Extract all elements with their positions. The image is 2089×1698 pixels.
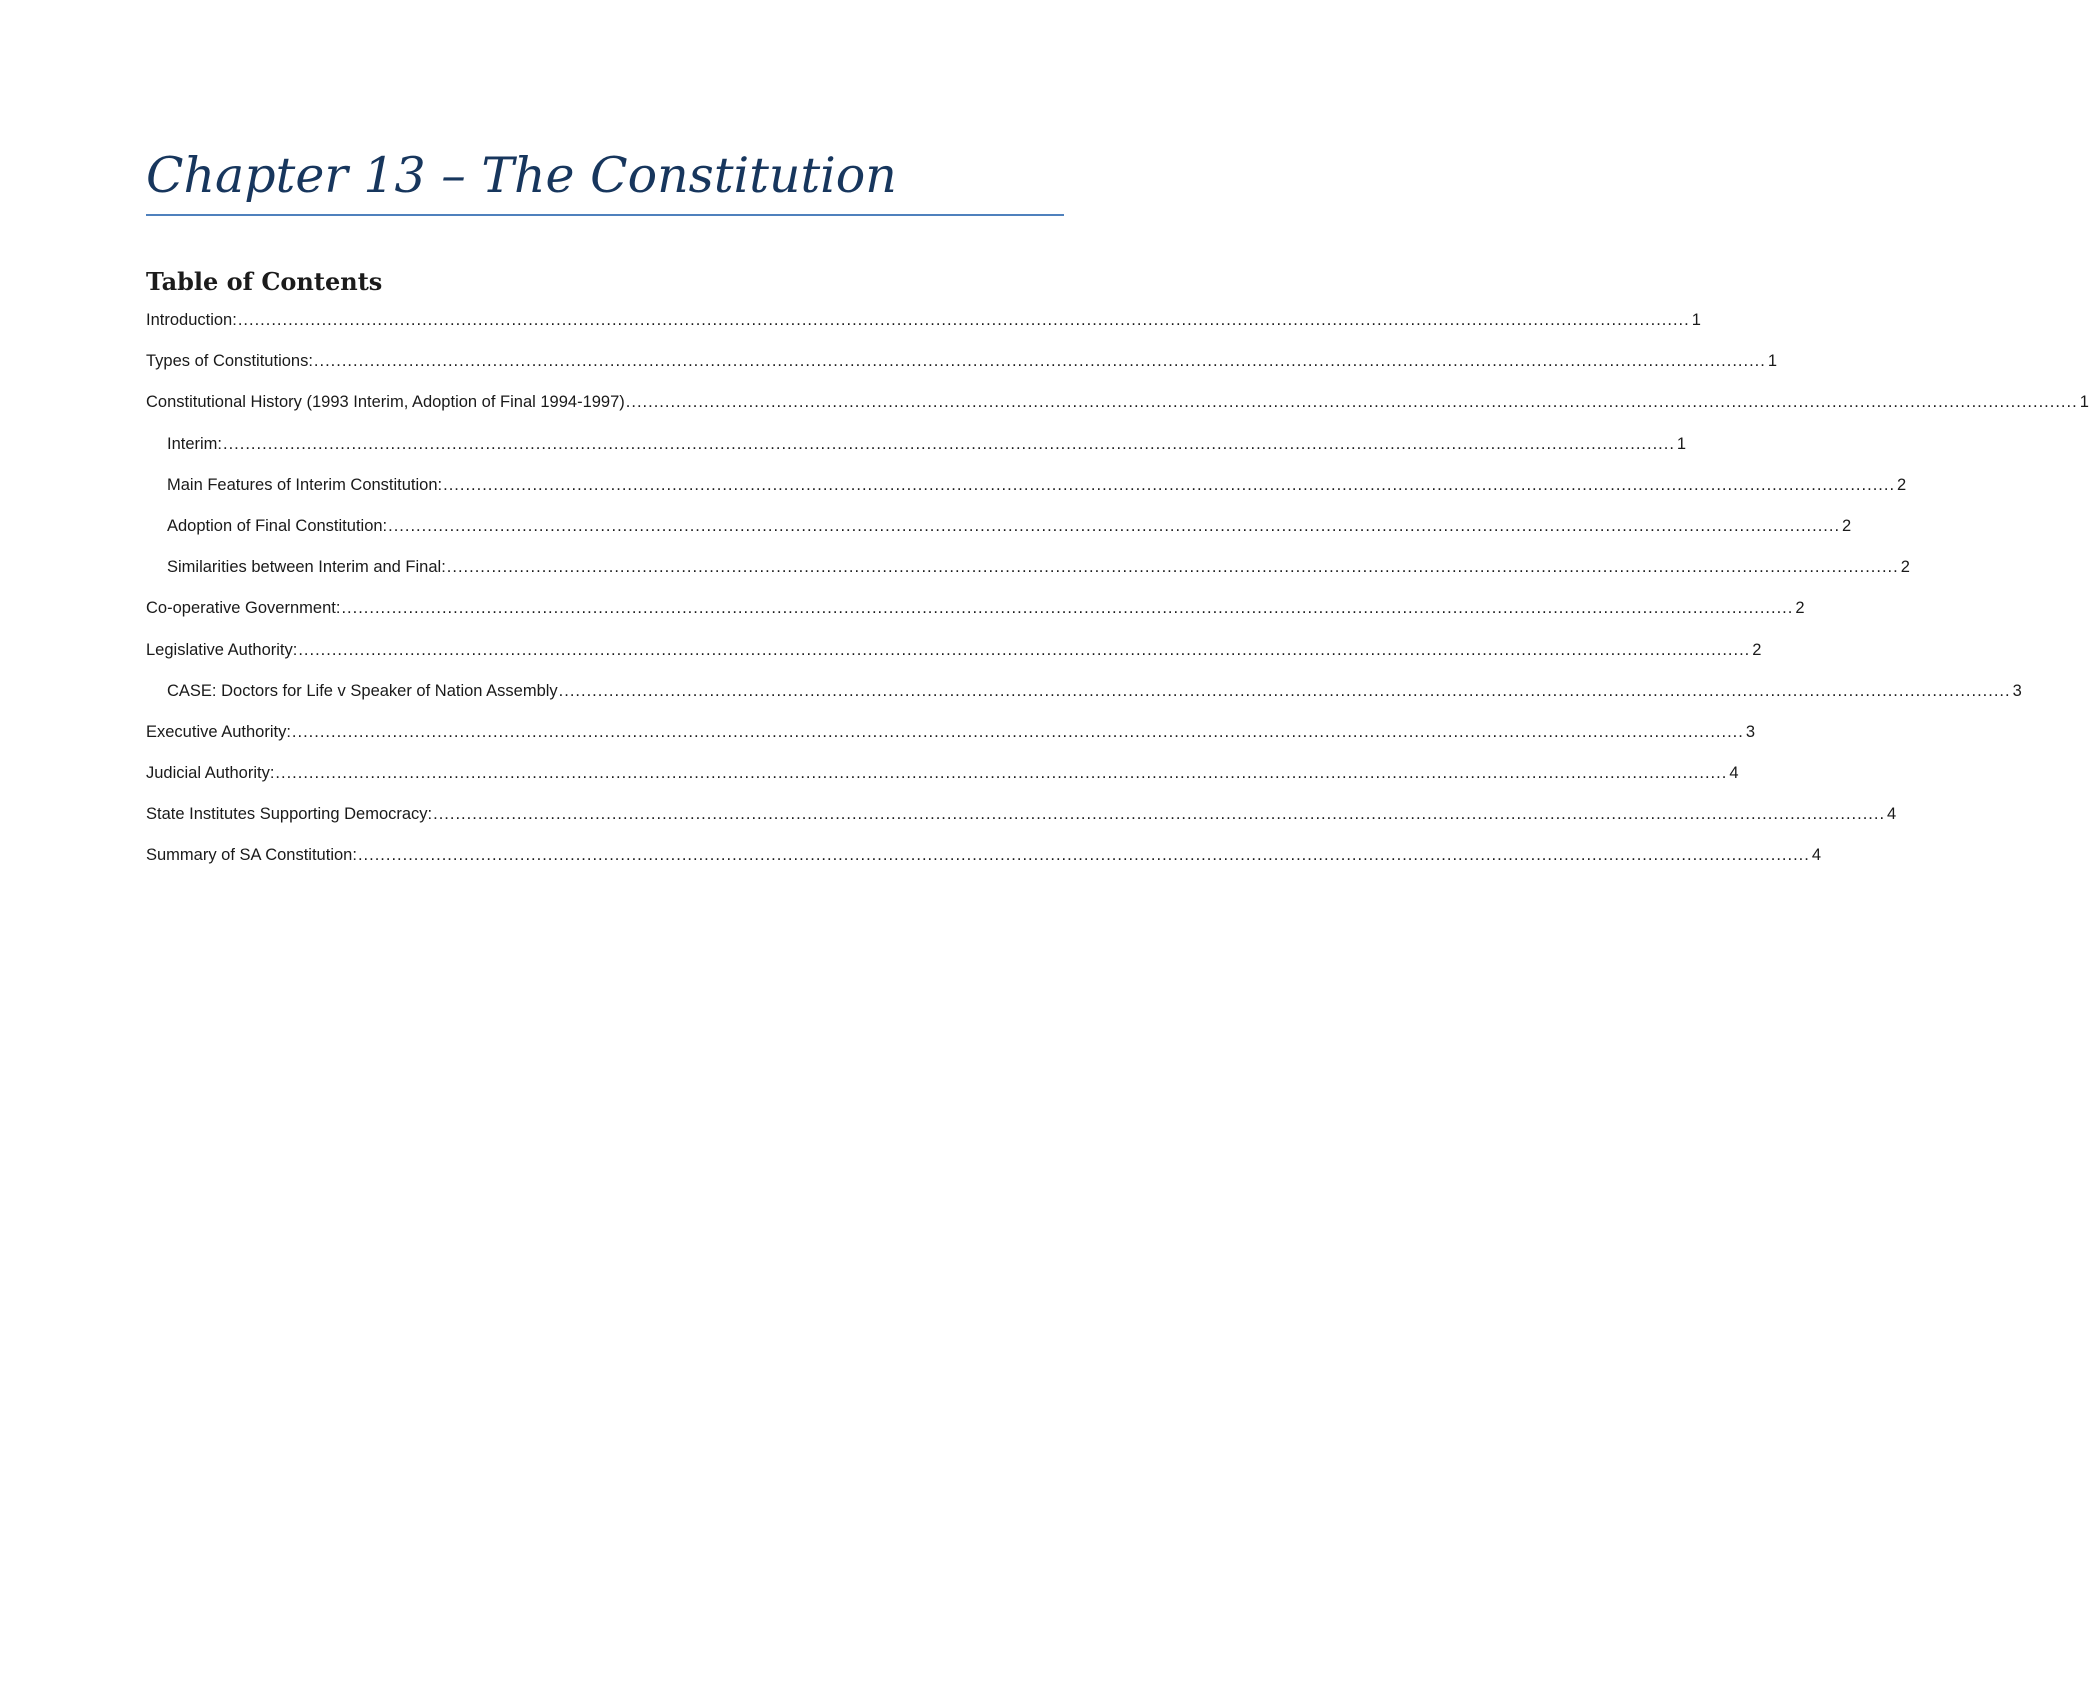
toc-entry-title: CASE: Doctors for Life v Speaker of Nation Assembly <box>167 681 558 700</box>
toc-entry-title: Judicial Authority: <box>146 764 275 783</box>
toc-page-number: 2 <box>1842 516 1852 535</box>
toc-page-number: 4 <box>1729 764 1739 783</box>
toc-item <box>146 843 1822 867</box>
toc-dot-leader: .................................................................................................................................................................................................................................................................... <box>446 558 1899 577</box>
toc-page-number: 3 <box>1745 722 1756 741</box>
toc-dot-leader: .................................................................................................................................................................................................................................................................... <box>223 434 1675 453</box>
title-underline-rule <box>146 214 1064 216</box>
toc-item <box>146 473 1907 497</box>
toc-item <box>146 596 1805 620</box>
toc-page-number: 3 <box>2012 681 2022 700</box>
toc-page-number: 1 <box>1676 434 1687 453</box>
toc-item <box>146 390 2089 414</box>
toc-entry-link[interactable] <box>146 432 1687 456</box>
toc-dot-leader: .................................................................................................................................................................................................................................................................... <box>341 599 1794 618</box>
toc-dot-leader: .................................................................................................................................................................................................................................................................... <box>291 722 1744 741</box>
toc-item <box>146 432 1687 456</box>
toc-item <box>146 802 1897 826</box>
toc-entry-link[interactable] <box>146 802 1897 826</box>
toc-dot-leader: .................................................................................................................................................................................................................................................................... <box>237 311 1690 329</box>
toc-entry-title: Executive Authority: <box>146 722 291 741</box>
toc-entry-title: State Institutes Supporting Democracy: <box>146 805 433 824</box>
toc-entry-link[interactable] <box>146 473 1907 497</box>
toc-page-number: 1 <box>1691 311 1701 329</box>
toc-dot-leader: .................................................................................................................................................................................................................................................................... <box>625 393 2078 412</box>
toc-item <box>146 555 1910 579</box>
toc-entry-link[interactable] <box>146 555 1910 579</box>
table-of-contents <box>146 308 2089 885</box>
toc-page-number: 4 <box>1811 846 1822 865</box>
toc-dot-leader: .................................................................................................................................................................................................................................................................... <box>313 352 1766 371</box>
toc-page-number: 1 <box>1767 352 1778 371</box>
toc-dot-leader: .................................................................................................................................................................................................................................................................... <box>558 681 2011 700</box>
toc-entry-title: Introduction: <box>146 311 237 329</box>
toc-entry-title: Similarities between Interim and Final: <box>167 558 446 577</box>
toc-heading: Table of Contents <box>146 267 383 296</box>
toc-item <box>146 761 1739 785</box>
toc-entry-title: Interim: <box>167 434 223 453</box>
toc-dot-leader: .................................................................................................................................................................................................................................................................... <box>443 475 1896 494</box>
toc-item <box>146 679 2022 703</box>
toc-entry-link[interactable] <box>146 720 1756 744</box>
toc-entry-title: Adoption of Final Constitution: <box>167 516 388 535</box>
toc-entry-link[interactable] <box>146 761 1739 785</box>
toc-dot-leader: .................................................................................................................................................................................................................................................................... <box>298 640 1751 659</box>
toc-item <box>146 308 1701 332</box>
toc-item <box>146 349 1778 373</box>
toc-page-number: 2 <box>1900 558 1910 577</box>
toc-entry-link[interactable] <box>146 679 2022 703</box>
toc-item <box>146 514 1852 538</box>
toc-entry-title: Constitutional History (1993 Interim, Adoption of Final 1994-1997) <box>146 393 625 412</box>
toc-entry-link[interactable] <box>146 638 1762 662</box>
toc-dot-leader: .................................................................................................................................................................................................................................................................... <box>275 764 1728 783</box>
toc-entry-link[interactable] <box>146 596 1805 620</box>
toc-page-number: 2 <box>1795 599 1805 618</box>
toc-entry-title: Types of Constitutions: <box>146 352 313 371</box>
toc-page-number: 1 <box>2079 393 2089 412</box>
toc-entry-link[interactable] <box>146 349 1778 373</box>
toc-entry-title: Co-operative Government: <box>146 599 341 618</box>
toc-dot-leader: .................................................................................................................................................................................................................................................................... <box>433 805 1886 824</box>
toc-item <box>146 720 1756 744</box>
chapter-title: Chapter 13 – The Constitution <box>146 147 897 204</box>
toc-entry-link[interactable] <box>146 390 2089 414</box>
toc-entry-link[interactable] <box>146 843 1822 867</box>
toc-entry-link[interactable] <box>146 514 1852 538</box>
toc-entry-title: Legislative Authority: <box>146 640 298 659</box>
toc-dot-leader: .................................................................................................................................................................................................................................................................... <box>357 846 1810 865</box>
toc-page-number: 4 <box>1887 805 1897 824</box>
toc-page-number: 2 <box>1897 475 1907 494</box>
toc-item <box>146 638 1762 662</box>
toc-entry-link[interactable] <box>146 308 1701 332</box>
toc-entry-title: Summary of SA Constitution: <box>146 846 357 865</box>
toc-entry-title: Main Features of Interim Constitution: <box>167 475 443 494</box>
toc-dot-leader: .................................................................................................................................................................................................................................................................... <box>388 516 1841 535</box>
toc-page-number: 2 <box>1752 640 1762 659</box>
